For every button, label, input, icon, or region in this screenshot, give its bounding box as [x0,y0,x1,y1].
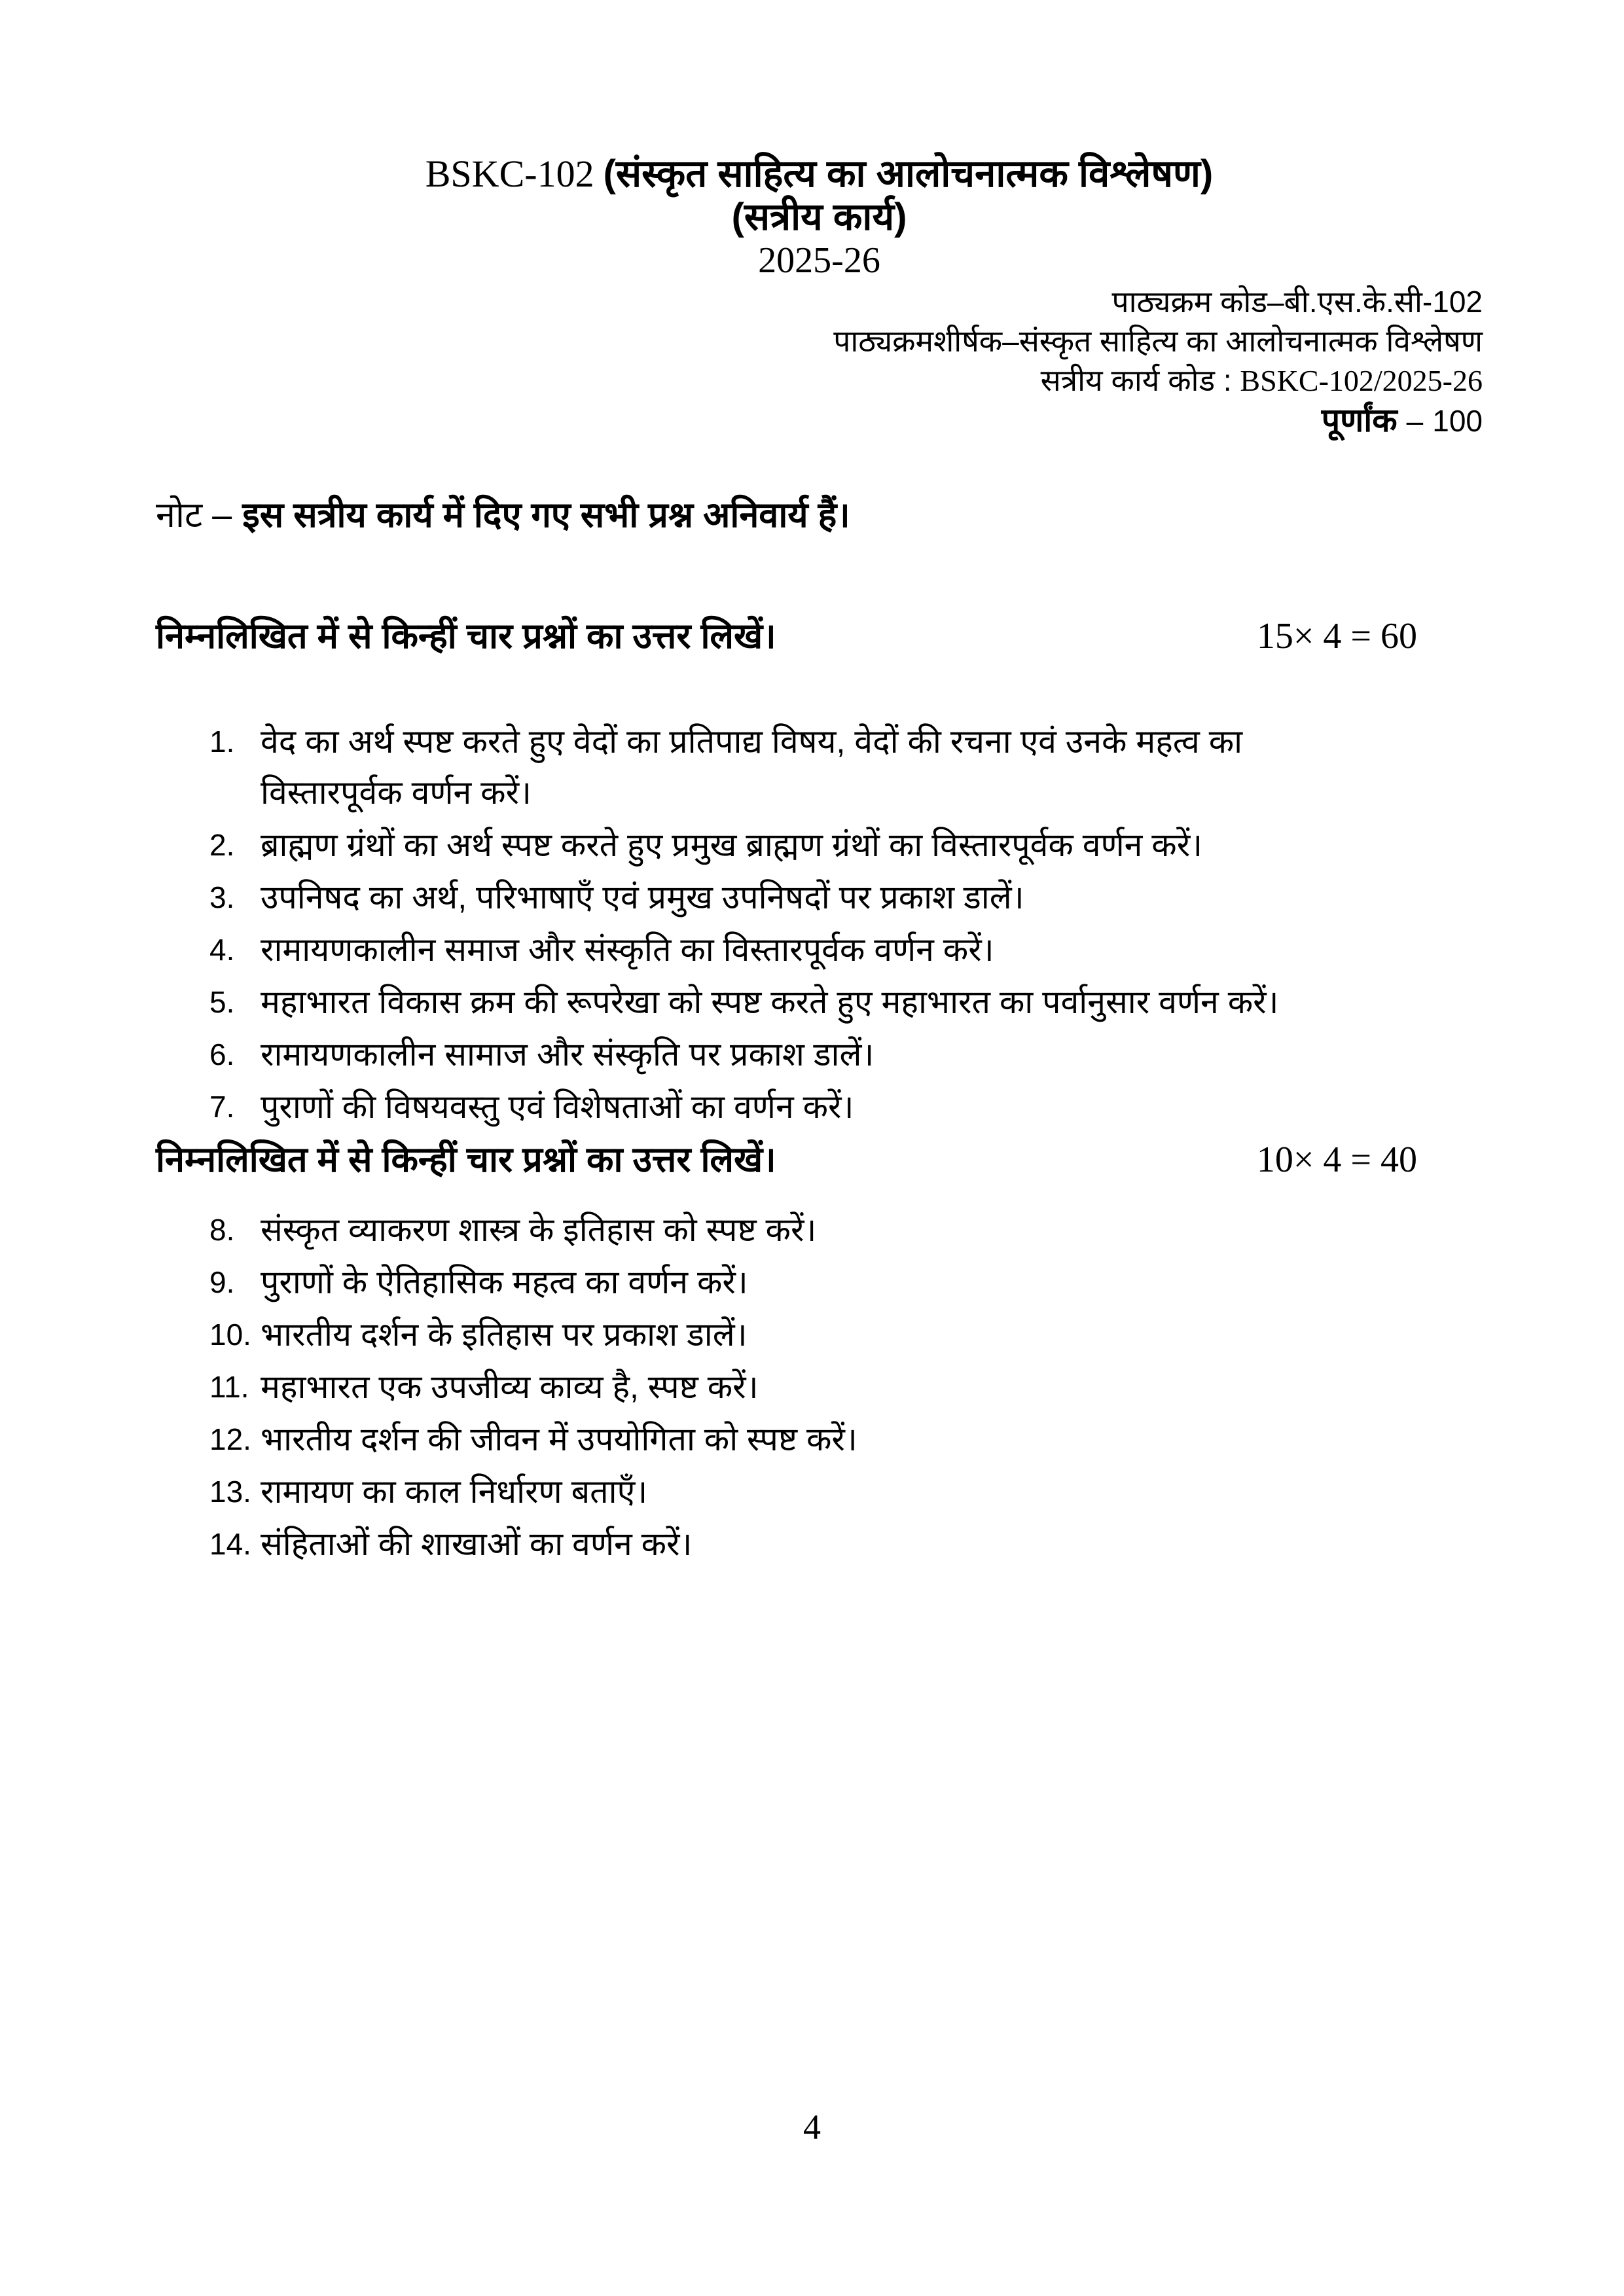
question-item [156,1204,1483,1255]
question-text: पुराणों की विषयवस्तु एवं विशेषताओं का वर्णन करें। [261,1088,854,1125]
meta-block [156,282,1483,440]
assignment-subtitle: (सत्रीय कार्य) [731,196,907,238]
question-text: महाभारत एक उपजीव्य काव्य है, स्पष्ट करें। [261,1369,759,1405]
assignment-code-value: BSKC-102/2025-26 [1240,364,1483,397]
section-1-heading-row [156,610,1483,662]
question-item [156,1466,1483,1517]
question-text: संस्कृत व्याकरण शास्त्र के इतिहास को स्पष्ट करें। [261,1211,817,1248]
question-number: 3. [209,880,235,914]
question-list-2 [156,1204,1483,1570]
question-text: उपनिषद का अर्थ, परिभाषाएँ एवं प्रमुख उपनिषदों पर प्रकाश डालें। [261,879,1024,916]
question-number: 9. [209,1265,235,1299]
meta-course-code: पाठ्यक्रम कोड–बी.एस.के.सी-102 [1111,285,1483,319]
section-1-marks: 15× 4 = 60 [1256,616,1417,656]
max-marks-separator: – [1406,404,1424,438]
meta-course-title: पाठ्यक्रमशीर्षक–संस्कृत साहित्य का आलोचनात्मक विश्लेषण [833,324,1483,358]
max-marks-value: 100 [1432,404,1483,438]
course-code: BSKC-102 [425,152,594,195]
question-item [156,1309,1483,1360]
question-text: वेद का अर्थ स्पष्ट करते हुए वेदों का प्रतिपाद्य विषय, वेदों की रचना एवं उनके महत्व का विस्तारपूर्वक वर्णन करें। [261,723,1243,811]
meta-assignment-code [156,361,1483,401]
question-text: महाभारत विकास क्रम की रूपरेखा को स्पष्ट करते हुए महाभारत का पर्वानुसार वर्णन करें। [261,984,1279,1020]
meta-max-marks [156,401,1483,440]
question-text: भारतीय दर्शन की जीवन में उपयोगिता को स्पष्ट करें। [261,1421,857,1458]
question-item [156,1414,1483,1465]
question-number: 1. [209,725,235,759]
session-year: 2025-26 [758,240,880,281]
question-number: 13. [209,1475,251,1509]
question-number: 6. [209,1037,235,1071]
question-text: रामायणकालीन सामाज और संस्कृति पर प्रकाश डालें। [261,1036,875,1073]
note-text: इस सत्रीय कार्य में दिए गए सभी प्रश्न अनिवार्य हैं। [242,495,850,535]
section-2-heading-row [156,1134,1483,1186]
question-number: 10. [209,1318,251,1352]
max-marks-label: पूर्णांक [1321,402,1398,439]
note-line [156,489,1483,541]
question-number: 7. [209,1090,235,1124]
page-number: 4 [803,2108,821,2147]
question-text: संहिताओं की शाखाओं का वर्णन करें। [261,1526,693,1562]
question-item [156,1081,1483,1132]
question-number: 8. [209,1213,235,1247]
question-number: 14. [209,1527,251,1561]
question-text: पुराणों के ऐतिहासिक महत्व का वर्णन करें। [261,1264,748,1300]
assignment-code-label: सत्रीय कार्य कोड : [1040,363,1232,397]
note-label: नोट – [156,495,232,535]
course-title-line [156,152,1483,196]
question-item [156,1518,1483,1570]
question-number: 11. [209,1370,249,1404]
question-text: भारतीय दर्शन के इतिहास पर प्रकाश डालें। [261,1316,748,1353]
question-number: 2. [209,828,235,862]
question-number: 12. [209,1422,251,1456]
question-item [156,1257,1483,1308]
question-item [156,924,1483,975]
question-item [156,872,1483,923]
question-item [156,819,1483,870]
question-item [156,1029,1483,1080]
question-item [156,1361,1483,1412]
section-2-marks: 10× 4 = 40 [1256,1139,1417,1180]
section-1-heading: निम्नलिखित में से किन्हीं चार प्रश्नों का उत्तर लिखें। [156,617,776,656]
question-number: 4. [209,933,235,967]
question-text: रामायण का काल निर्धारण बताएँ। [261,1473,648,1510]
question-item [156,716,1483,818]
course-name: (संस्कृत साहित्य का आलोचनात्मक विश्लेषण) [603,152,1214,195]
question-text: रामायणकालीन समाज और संस्कृति का विस्तारपूर्वक वर्णन करें। [261,931,994,968]
question-number: 5. [209,985,235,1019]
question-item [156,977,1483,1028]
section-2-heading: निम्नलिखित में से किन्हीं चार प्रश्नों का उत्तर लिखें। [156,1140,776,1179]
question-list-1 [156,716,1483,1132]
title-block [156,0,1483,282]
question-text: ब्राह्मण ग्रंथों का अर्थ स्पष्ट करते हुए प्रमुख ब्राह्मण ग्रंथों का विस्तारपूर्वक वर्णन करें। [261,827,1203,863]
